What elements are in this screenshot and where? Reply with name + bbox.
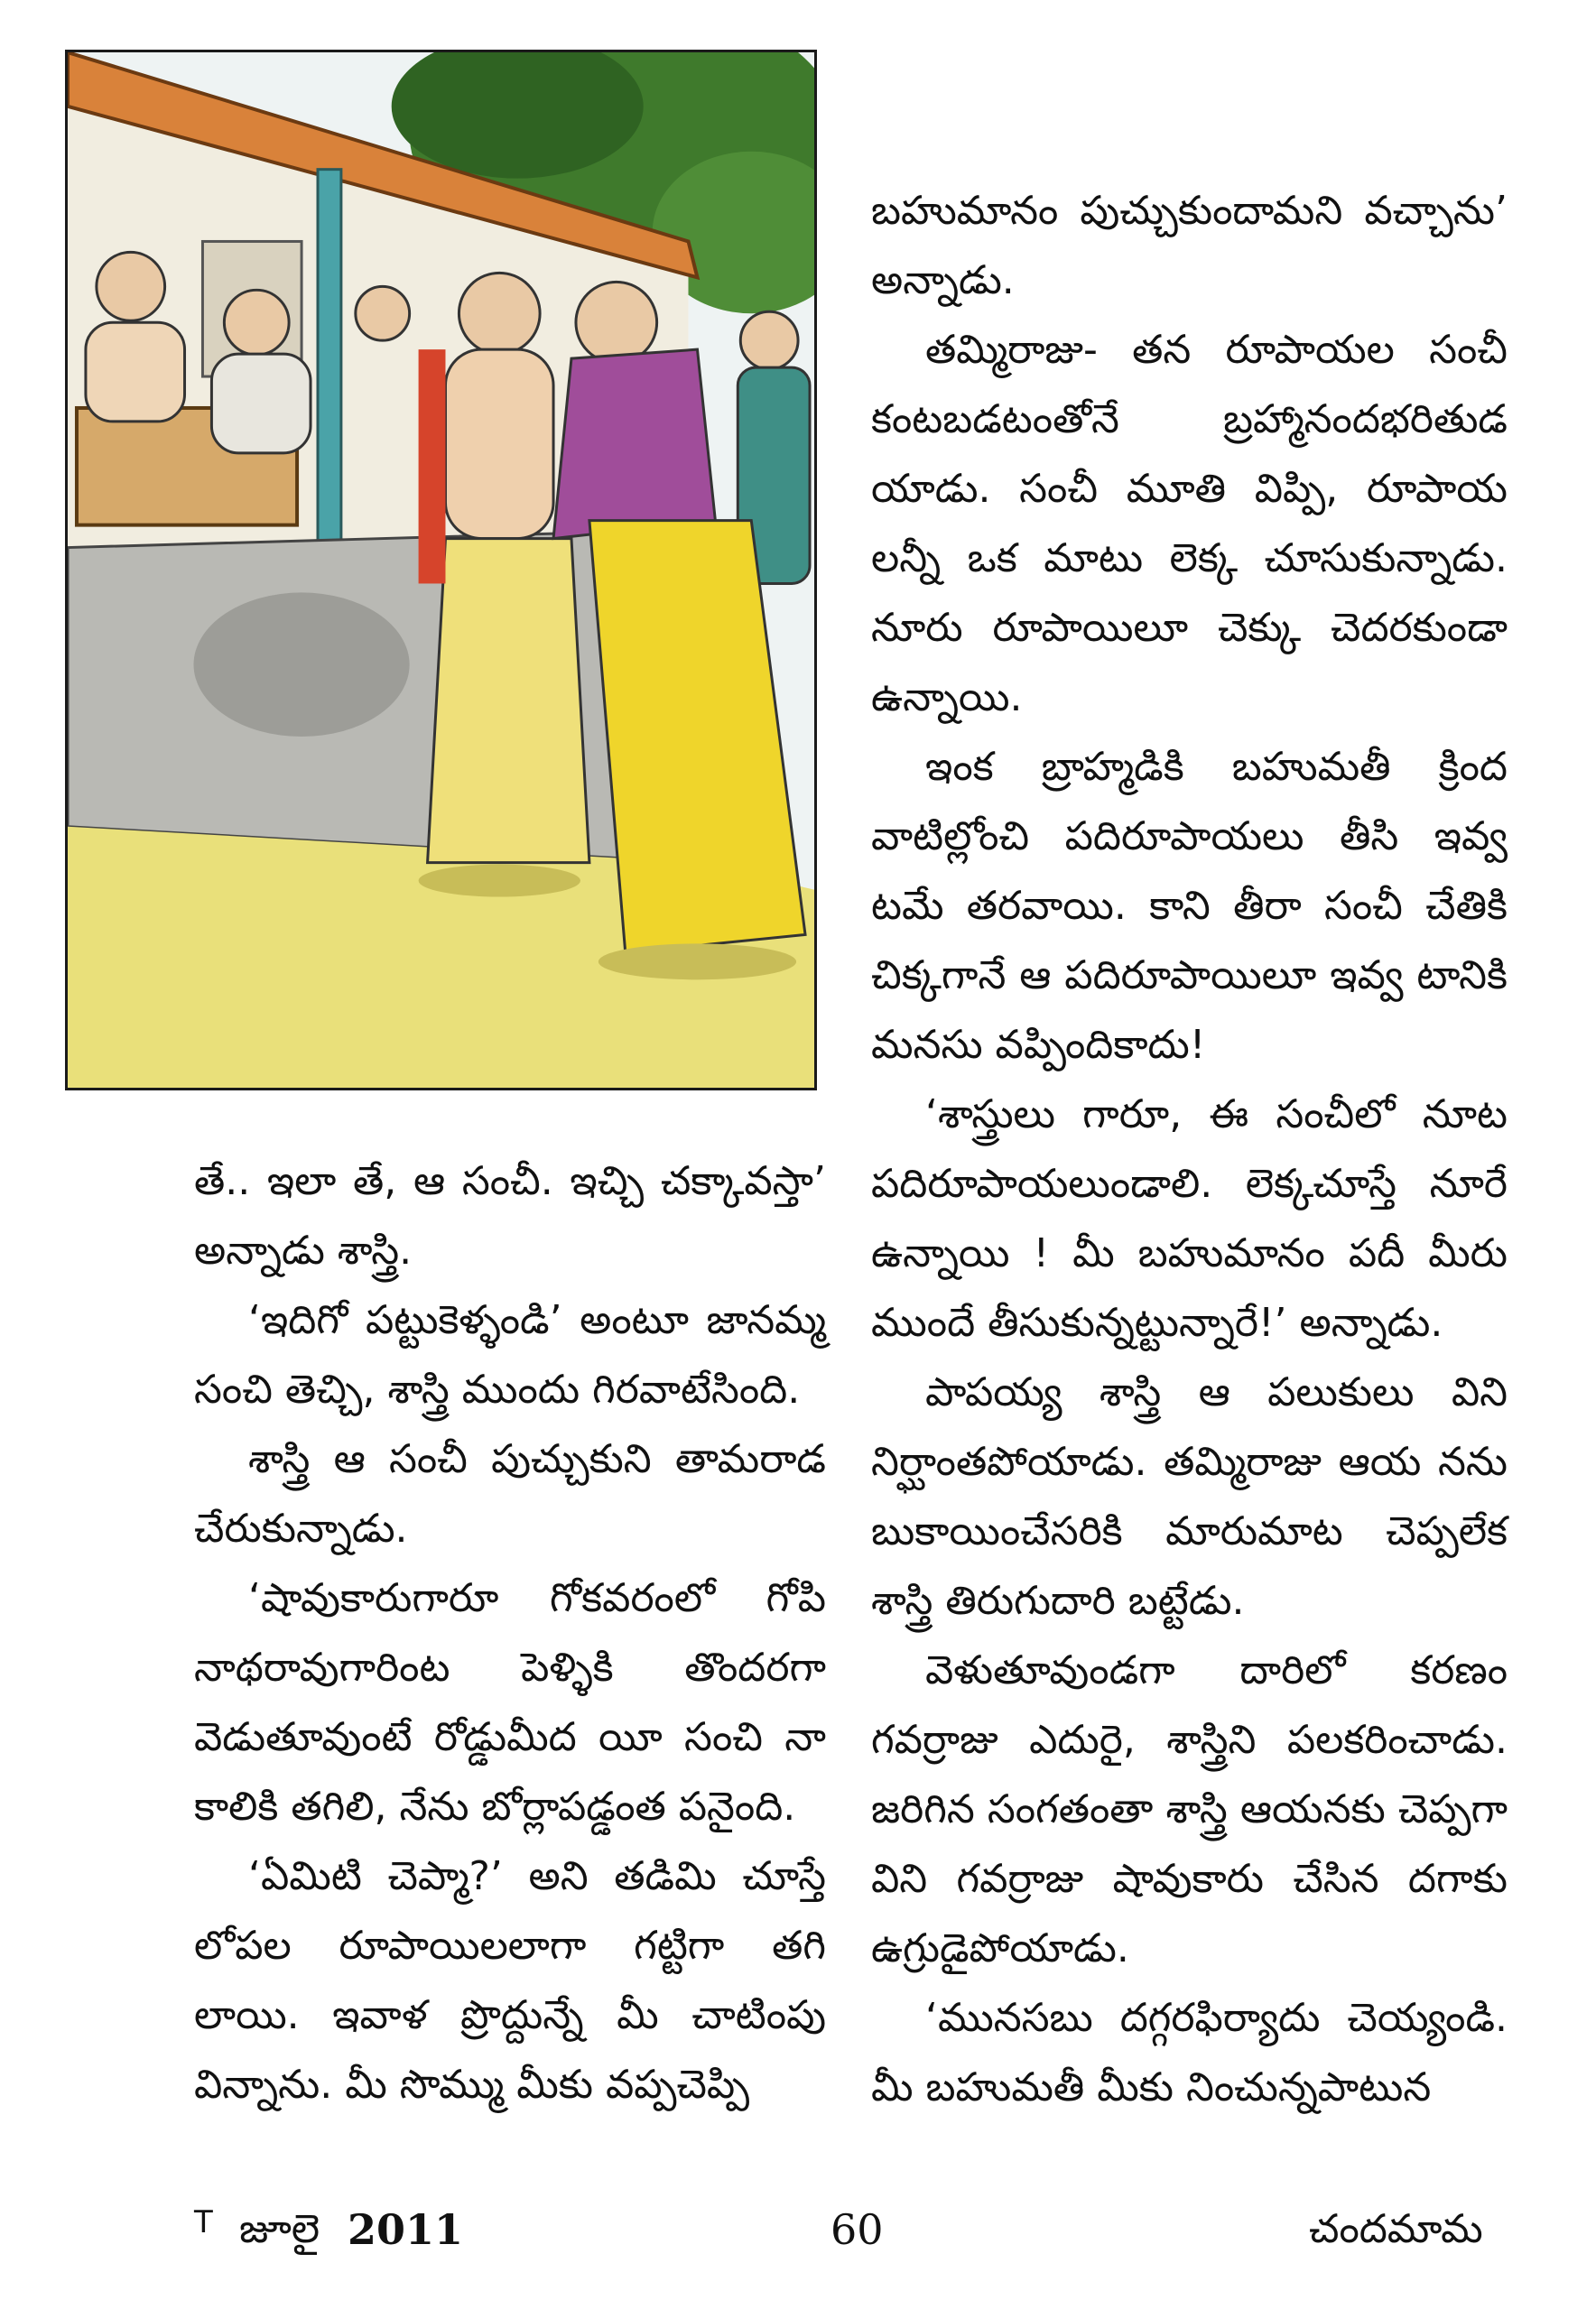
story-illustration — [65, 50, 817, 1090]
paragraph: శాస్త్రి ఆ సంచీ పుచ్చుకుని తామరాడ చేరుకున్నాడు. — [194, 1436, 826, 1552]
paragraph: తే.. ఇలా తే, ఆ సంచీ. ఇచ్చి చక్కావస్తా’ అన్నాడు శాస్త్రి. — [194, 1158, 826, 1274]
paragraph: పాపయ్య శాస్త్రి ఆ పలుకులు విని నిర్ఘాంతపోయాడు. తమ్మిరాజు ఆయ నను బుకాయించేసరికి మారుమాట చెప్పలేక శాస్త్రి తిరుగుదారి బట్టేడు. — [871, 1369, 1508, 1624]
paragraph: తమ్మిరాజు- తన రూపాయల సంచీ కంటబడటంతోనే బ్రహ్మానందభరితుడ యాడు. సంచీ మూతి విప్పి, రూపాయ లన్నీ ఒక మాటు లెక్క చూసుకున్నాడు. నూరు రూపాయిలూ చెక్కు చెదరకుండా ఉన్నాయి. — [871, 327, 1508, 720]
left-text-column — [194, 1146, 826, 2119]
paragraph: ‘షావుకారుగారూ గోకవరంలో గోపి నాథరావుగారింట పెళ్ళికి తొందరగా వెడుతూవుంటే రోడ్డుమీద యీ సంచి నా కాలికి తగిలి, నేను బోర్లాపడ్డంత పనైంది. — [194, 1575, 826, 1830]
right-text-column — [871, 176, 1508, 2122]
paragraph: వెళుతూవుండగా దారిలో కరణం గవర్రాజు ఎదురై, శాస్త్రిని పలకరించాడు. జరిగిన సంగతంతా శాస్త్రి ఆయనకు చెప్పగా విని గవర్రాజు షావుకారు చేసిన దగాకు ఉగ్రుడైపోయాడు. — [871, 1647, 1508, 1971]
page-number: 60 — [830, 2205, 884, 2254]
paragraph: ‘మునసబు దగ్గరఫిర్యాదు చెయ్యండి. మీ బహుమతీ మీకు నించున్నపాటున — [871, 1995, 1508, 2110]
footer-mark: T — [194, 2204, 213, 2240]
footer-month: జూలై — [239, 2206, 320, 2252]
paragraph: ‘ఇదిగో పట్టుకెళ్ళండి’ అంటూ జానమ్మ సంచి తెచ్చి, శాస్త్రి ముందు గిరవాటేసింది. — [194, 1297, 826, 1413]
footer-year: 2011 — [348, 2205, 464, 2254]
illustration-art — [68, 52, 814, 1088]
paragraph: బహుమానం పుచ్చుకుందామని వచ్చాను’ అన్నాడు. — [871, 188, 1508, 303]
paragraph: ఇంక బ్రాహ్మడికి బహుమతీ క్రింద వాటిల్లోంచి పదిరూపాయలు తీసి ఇవ్వ టమే తరవాయి. కాని తీరా సంచీ చేతికి చిక్కగానే ఆ పదిరూపాయిలూ ఇవ్వ టానికి మనసు వప్పిందికాదు! — [871, 744, 1508, 1068]
magazine-name: చందమామ — [1309, 2206, 1483, 2252]
paragraph: ‘శాస్త్రులు గారూ, ఈ సంచీలో నూట పదిరూపాయలుండాలి. లెక్కచూస్తే నూరే ఉన్నాయి ! మీ బహుమానం పదీ మీరు ముందే తీసుకున్నట్టున్నారే!’ అన్నాడు. — [871, 1091, 1508, 1346]
paragraph: ‘ఏమిటి చెప్మా?’ అని తడిమి చూస్తే లోపల రూపాయిలలాగా గట్టిగా తగి లాయి. ఇవాళ ప్రొద్దున్నే మీ చాటింపు విన్నాను. మీ సొమ్ము మీకు వప్పచెప్పి — [194, 1853, 826, 2108]
